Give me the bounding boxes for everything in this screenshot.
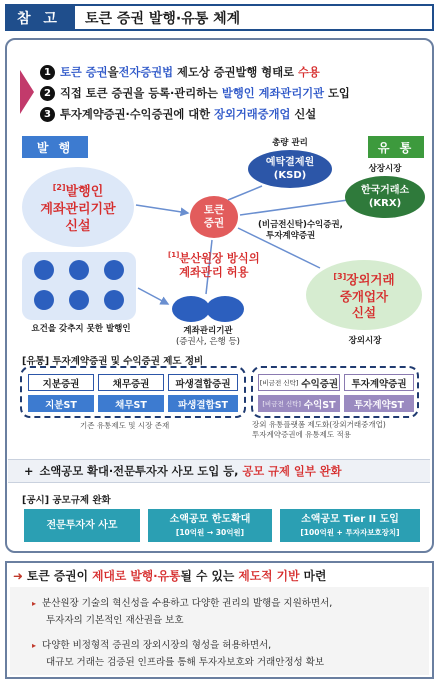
account-manager-line-2: (증권사, 은행 등)	[175, 337, 240, 347]
securities-type-label	[258, 220, 343, 242]
token-line-1: 토큰	[203, 204, 225, 216]
small-offering-limit-sub: [10억원 → 30억원]	[175, 527, 245, 537]
existing-securities-box	[20, 366, 246, 418]
beneficiary-label: 수익증권	[301, 378, 339, 390]
small-offering-tier2-box	[280, 509, 420, 542]
conclusion-head-3: 될 수 있는	[180, 569, 239, 583]
small-offering-tier2-sub: [100억원 + 투자자보호장치]	[300, 527, 400, 537]
krx-to-token-line	[240, 200, 348, 215]
otc-market-caption: 장외시장	[348, 336, 382, 346]
number-badge-2: 2	[40, 86, 55, 101]
conclusion-head-5: 마련	[299, 569, 327, 583]
key-point-3-part-2: 장외거래중개업	[214, 108, 291, 121]
triangle-bullet-icon: ▸	[32, 599, 37, 608]
issuer-to-token-line	[136, 205, 188, 213]
key-point-2-part-2: 발행인 계좌관리기관	[221, 87, 325, 100]
account-manager-shape	[206, 296, 244, 322]
issuer-footnote: [2]	[52, 183, 66, 193]
new-system-note-1: 장외 유통플랫폼 제도화(장외거래중개업)	[252, 420, 386, 429]
derivative-st-cell: 파생결합ST	[168, 395, 238, 412]
krx-line-1: 한국거래소	[360, 185, 410, 196]
account-manager-shape	[172, 296, 210, 322]
key-point-2	[40, 83, 430, 104]
ksd-caption: 총량 관리	[272, 138, 308, 148]
beneficiary-st-prefix: [비금전 신탁]	[262, 400, 301, 408]
otc-footnote: [3]	[333, 272, 347, 282]
beneficiary-st-cell	[258, 395, 340, 412]
key-point-3-part-3: 신설	[290, 108, 317, 121]
bullet-2-text-a: 다양한 비정형적 증권의 장외시장의 형성을 허용하면서,	[42, 640, 272, 651]
plus-icon: +	[24, 464, 34, 478]
unqualified-issuers-caption: 요건을 갖추지 못한 발행인	[31, 324, 131, 334]
token-line-2: 증권	[203, 217, 225, 229]
securities-type-line-1: (비금전신탁)수익증권,	[258, 220, 343, 230]
issuer-dot	[69, 290, 89, 310]
beneficiary-prefix: [비금전 신탁]	[259, 379, 299, 387]
securities-type-line-2: 투자계약증권	[266, 231, 316, 241]
existing-note: 기존 유통제도 및 시장 존재	[80, 421, 170, 430]
key-point-2-part-1: 직접 토큰 증권을 등록·관리하는	[60, 87, 222, 100]
key-point-3-part-1: 투자계약증권·수익증권에 대한	[60, 108, 215, 121]
small-offering-limit-label: 소액공모 한도확대	[169, 513, 251, 525]
ksd-line-2: (KSD)	[273, 170, 307, 181]
new-securities-box	[251, 366, 419, 418]
distributed-ledger-note	[168, 248, 260, 280]
otc-line-3: 신설	[351, 304, 377, 320]
new-system-note	[252, 420, 386, 440]
new-system-note-2: 투자계약증권에 유통제도 적용	[252, 430, 351, 439]
conclusion-head-4: 제도적 기반	[238, 569, 300, 583]
token-security-node	[190, 196, 238, 238]
key-point-1	[40, 62, 430, 83]
equity-st-cell: 지분ST	[28, 395, 94, 412]
issuer-line-3: 신설	[65, 218, 91, 234]
ksd-to-token-line	[228, 186, 262, 200]
conclusion-head-2: 제대로 발행·유통	[92, 569, 181, 583]
bullet-1-line-1	[32, 595, 332, 612]
account-manager-caption	[168, 326, 248, 348]
account-manager-line-1: 계좌관리기관	[183, 326, 233, 336]
dots-to-acct-line	[138, 288, 168, 304]
ksd-node	[248, 150, 332, 188]
beneficiary-security-cell	[258, 374, 340, 391]
bullet-2-line-2: 대규모 거래는 검증된 인프라를 통해 투자자보호와 거래안정성 확보	[46, 657, 325, 668]
key-point-1-part-5: 수용	[297, 66, 320, 79]
key-point-1-part-4: 제도상 증권발행 형태로	[173, 66, 298, 79]
split-line-2: 계좌관리 허용	[179, 265, 249, 279]
issuer-line-1: 발행인	[65, 184, 104, 200]
krx-node	[345, 176, 425, 218]
key-point-1-part-3: 전자증권법	[118, 66, 174, 79]
right-arrow-icon: ➜	[13, 569, 23, 583]
small-offering-limit-box	[148, 509, 272, 542]
system-section-title: [유통] 투자계약증권 및 수익증권 제도 정비	[22, 356, 204, 367]
page-title: 토큰 증권 발행·유통 체계	[73, 4, 434, 31]
number-badge-1: 1	[40, 65, 55, 80]
issuer-dot	[104, 260, 124, 280]
issuer-account-manager-node	[22, 167, 134, 247]
reference-badge: 참 고	[5, 4, 73, 31]
ksd-line-1: 예탁결제원	[265, 157, 315, 168]
issuer-line-2: 계좌관리기관	[40, 201, 116, 217]
pointer-arrow-icon	[20, 70, 34, 114]
bullet-2-line-1	[32, 637, 271, 654]
issuer-dot	[69, 260, 89, 280]
bullet-1-line-2: 투자자의 기본적인 재산권을 보호	[46, 615, 184, 626]
disclosure-text-2: 공모 규제 일부 완화	[242, 465, 342, 478]
key-points-list	[40, 62, 430, 125]
issuer-dot	[34, 260, 54, 280]
krx-caption: 상장시장	[368, 164, 402, 174]
otc-broker-node	[306, 260, 422, 330]
distribution-tag: 유 통	[368, 136, 424, 158]
otc-line-2: 중개업자	[339, 288, 389, 304]
krx-line-2: (KRX)	[368, 198, 402, 209]
triangle-bullet-icon: ▸	[32, 641, 37, 650]
debt-st-cell: 채무ST	[98, 395, 164, 412]
professional-private-placement-label: 전문투자자 사모	[46, 520, 118, 531]
key-point-1-part-1: 토큰 증권	[60, 66, 108, 79]
conclusion-headline	[13, 567, 326, 584]
unqualified-issuers-group	[22, 252, 136, 320]
investment-contract-st-cell: 투자계약ST	[344, 395, 414, 412]
otc-line-1: 장외거래	[346, 272, 395, 288]
key-point-1-part-2: 을	[107, 66, 119, 79]
split-line-1: 분산원장 방식의	[179, 251, 260, 265]
issuer-dot	[104, 290, 124, 310]
disclosure-text-1: 소액공모 확대·전문투자자 사모 도입 등,	[39, 465, 239, 478]
bullet-1-text-a: 분산원장 기술의 혁신성을 수용하고 다양한 권리의 발행을 지원하면서,	[42, 598, 333, 609]
investment-contract-cell: 투자계약증권	[344, 374, 414, 391]
key-point-2-part-3: 도입	[324, 87, 350, 100]
small-offering-tier2-label: 소액공모 Tier II 도입	[301, 513, 399, 525]
issuance-tag: 발 행	[22, 136, 88, 158]
professional-private-placement-box	[24, 509, 140, 542]
conclusion-head-1: 토큰 증권이	[26, 569, 93, 583]
issuer-dot	[34, 290, 54, 310]
derivative-security-cell: 파생결합증권	[168, 374, 238, 391]
debt-security-cell: 채무증권	[98, 374, 164, 391]
equity-security-cell: 지분증권	[28, 374, 94, 391]
split-footnote: [1]	[168, 251, 180, 259]
key-point-3	[40, 104, 430, 125]
beneficiary-st-label: 수익ST	[303, 399, 336, 411]
conclusion-bullets	[10, 587, 429, 675]
disclosure-section-title: [공시] 공모규제 완화	[22, 495, 111, 506]
disclosure-summary-bar	[8, 459, 430, 483]
number-badge-3: 3	[40, 107, 55, 122]
